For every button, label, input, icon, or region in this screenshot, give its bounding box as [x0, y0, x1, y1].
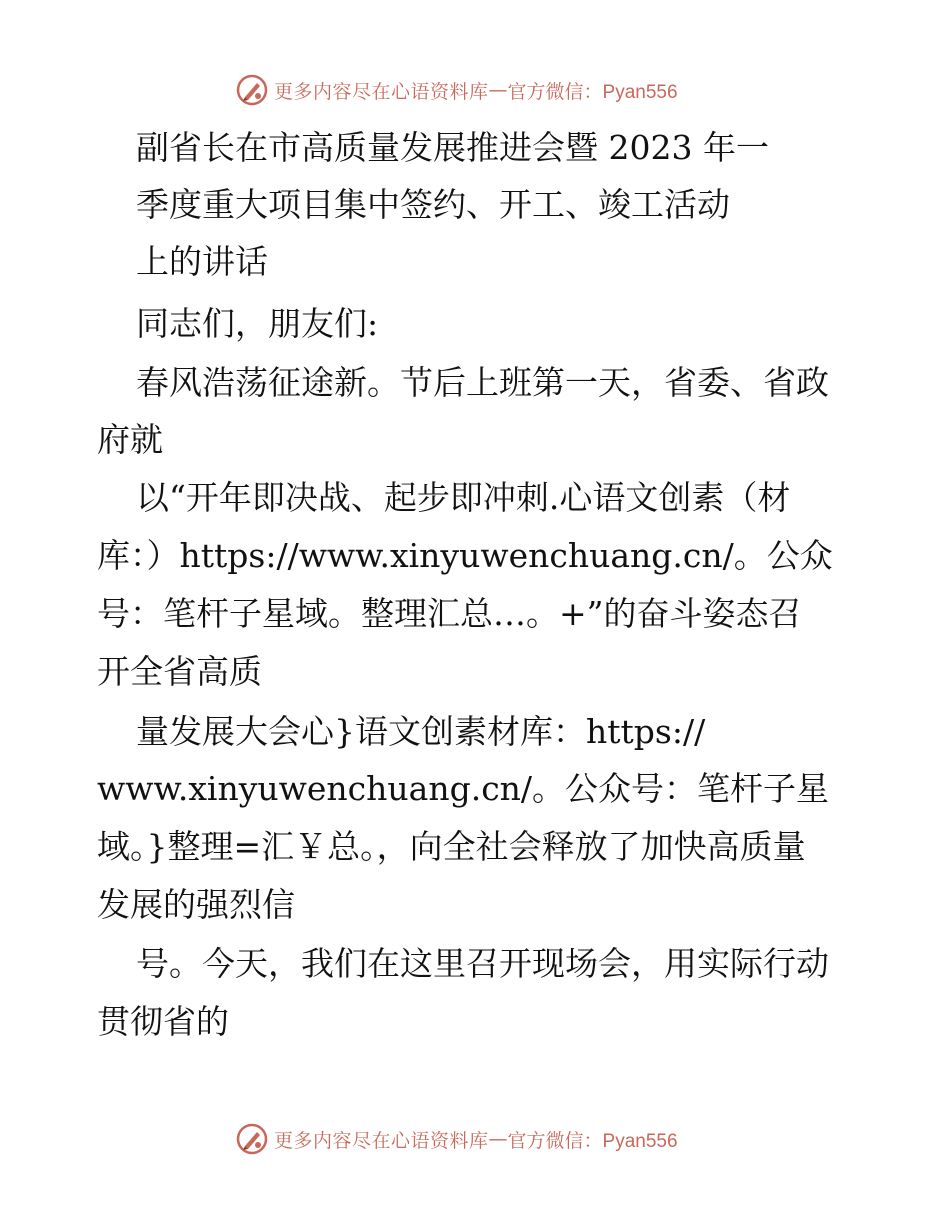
doc-line: 号：笔杆子星域。整理汇总…。+”的奋斗姿态召	[97, 594, 802, 633]
doc-line: 季度重大项目集中签约、开工、竣工活动	[136, 185, 730, 224]
doc-line: www.xinyuwenchuang.cn/。公众号：笔杆子星	[97, 769, 830, 808]
doc-line: 库：）https://www.xinyuwenchuang.cn/。公众	[97, 536, 833, 575]
doc-line: 府就	[97, 420, 163, 459]
header-banner	[236, 73, 716, 107]
doc-line: 同志们，朋友们:	[136, 304, 379, 343]
pen-logo-icon	[236, 1123, 268, 1155]
doc-line: 春风浩荡征途新。节后上班第一天，省委、省政	[136, 363, 829, 402]
pen-logo-icon	[236, 74, 268, 106]
doc-line: 贯彻省的	[97, 1002, 229, 1041]
doc-line: 号。今天，我们在这里召开现场会，用实际行动	[136, 944, 829, 983]
doc-line: 副省长在市高质量发展推进会暨 2023 年一	[136, 128, 769, 167]
header-separator: —	[488, 79, 508, 101]
doc-line: 上的讲话	[136, 242, 268, 281]
doc-line: 以“开年即决战、起步即冲刺.心语文创素（材	[136, 478, 791, 517]
doc-line: 开全省高质	[97, 652, 262, 691]
header-slogan: 更多内容尽在心语资料库	[274, 80, 489, 103]
footer-separator: —	[488, 1128, 508, 1150]
doc-line: 量发展大会心}语文创素材库：https://	[136, 712, 706, 751]
footer-slogan: 更多内容尽在心语资料库	[274, 1129, 489, 1152]
footer-banner	[236, 1122, 716, 1156]
doc-line: 发展的强烈信	[97, 885, 295, 924]
header-wechat: 官方微信：Pyan556	[507, 81, 678, 103]
footer-wechat: 官方微信：Pyan556	[507, 1130, 678, 1152]
doc-line: 域。}整理=汇￥总。，向全社会释放了加快高质量	[97, 827, 806, 866]
